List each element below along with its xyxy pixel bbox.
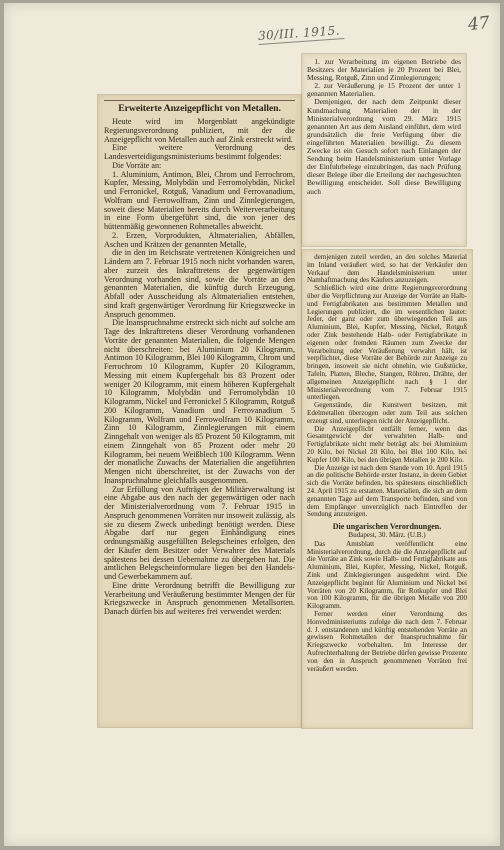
article-paragraph: demjenigen zuteil werden, an den solches Material im Inland veräußert wird, so hat der Verkäufer den Verkauf dem Handelsministerium unter Namhaftmachung des Käufers anzuzeigen. bbox=[307, 253, 467, 285]
article-paragraph: Die Inanspruchnahme erstreckt sich nicht auf solche am Tage des Inkrafttretens dieser Verordnung vorhandenen Vorräte der genannten Materialien, die folgende Mengen nicht überschreiten: bei Aluminium 20 Kilogramm, Antimon 10 Kilogramm, Blei 100 Kilogramm, Chrom und Ferrochrom 10 Kilogramm, Kupfer 20 Kilogramm, Messing mit einem Kupfergehalt bis 83 Prozent oder weniger 20 Kilogramm, mit einem höheren Kupfergehalt 10 Kilogramm, Molybdän und Ferromolybdän 10 Kilogramm, Nickel und Ferronickel 5 Kilogramm, Rotguß 200 Kilogramm, Vanadium und Ferrovanadium 5 Kilogramm, Wolfram und Ferrowolfram 10 Kilogramm, Zinn 10 Kilogramm, Zinnlegierungen mit einem Zinngehalt von weniger als 85 Prozent 50 Kilogramm, mit einem Zinngehalt von 85 Prozent oder mehr 20 Kilogramm, bei neuem Weißblech 100 Kilogramm. Wenn der monatliche Zuwachs der Materialien die angeführten Mengen nicht überschreitet, ist der Zuwachs von der Inanspruchnahme gleichfalls ausgenommen. bbox=[104, 318, 295, 485]
handwritten-date: 30/III. 1915. bbox=[258, 23, 345, 45]
article-paragraph: 2. Erzen, Vorprodukten, Altmaterialien, Abfällen, Aschen und Krätzen der genannten Metalle, bbox=[104, 230, 295, 249]
article-paragraph: Demjenigen, der nach dem Zeitpunkt dieser Kundmachung Materialien der in der Ministerialverordnung vom 29. März 1915 genannten Art aus dem Ausland einführt, dem wird grundsätzlich die freie Verfügung über die eingeführten Materialien bewilligt. Zu diesem Zwecke ist ein Gesuch sofort nach Einlangen der Sendung beim Handelsministerium unter Vorlage der Einfuhrbelege einzubringen, das nach Prüfung dieser Belege über die Erteilung der nachgesuchten Bewilligung entscheidet. Soll diese Bewilligung auch bbox=[307, 97, 461, 196]
article-paragraph: Zur Erfüllung von Aufträgen der Militärverwaltung ist eine Abgabe aus den nach der gegenwärtigen oder nach der Ministerialverordnung vom 7. Februar 1915 in Anspruch genommenen Vorräten nur insoweit zulässig, als sie zu diesem Zweck unbedingt benötigt werden. Diese Abgabe darf nur gegen Einhändigung eines ordnungsmäßig ausgefüllten Belegscheines erfolgen, den der Käufer dem Besitzer oder Verwahrer des Materials spätestens bei dessen Uebernahme zu übergeben hat. Die amtlichen Belegscheinformulare liegen bei den Handels- und Gewerbekammern auf. bbox=[104, 484, 295, 581]
article-paragraph: Die Anzeigepflicht entfällt ferner, wenn das Gesamtgewicht der verwahrten Halb- und Fertigfabrikate nicht mehr beträgt als: bei Aluminium 20 Kilo, bei Nickel 20 Kilo, bei Blei 100 Kilo, bei Kupfer 100 Kilo, bei den übrigen Metallen je 200 Kilo. bbox=[307, 424, 467, 464]
article-paragraph: 2. zur Veräußerung je 15 Prozent der unter 1 genannten Materialien. bbox=[307, 81, 461, 99]
article-paragraph: Eine weitere Verordnung des Landesverteidigungsministeriums bestimmt folgendes: bbox=[104, 143, 295, 161]
article-paragraph: Die Anzeige ist nach dem Stande vom 10. April 1915 an die politische Behörde erster Instanz, in deren Gebiet sich die Vorräte befinden, bis spätestens einschließlich 24. April 1915 zu erstatten. Materialien, die sich an dem genannten Tage auf dem Transporte befinden, sind von dem Empfänger unverzüglich nach Eintreffen der Sendung anzuzeigen. bbox=[307, 463, 467, 519]
article-paragraph: Das Amtsblatt veröffentlicht eine Ministerialverordnung, durch die die Anzeigepflicht auf die Vorräte an Zink sowie Halb- und Fertigfabrikate aus Aluminium, Blei, Kupfer, Messing, Nickel, Rotguß, Zink und Zinklegierungen ausgedehnt wird. Die Anzeigepflicht beginnt für Aluminium und Nickel bei Vorräten von 20 Kilogramm, für Rotkupfer und Blei von 100 Kilogramm, für die übrigen Metalle von 200 Kilogramm. bbox=[307, 539, 467, 611]
article-paragraph: 1. Aluminium, Antimon, Blei, Chrom und Ferrochrom, Kupfer, Messing, Molybdän und Ferromolybdän, Nickel und Ferronickel, Rotguß, Vanadium und Ferrovanadium, Wolfram und Ferrowolfram, Zinn und Zinnlegierungen, soweit diese Materialien bereits durch Weiterverarbeitung in eine Form übergeführt sind, die von jener des hüttenmäßig gewonnenen Rohmetalles abweicht. bbox=[104, 169, 295, 231]
left-newspaper-clipping bbox=[98, 95, 301, 727]
article-paragraph: Eine dritte Verordnung betrifft die Bewilligung zur Verarbeitung und Veräußerung bestimmter Mengen der für Kriegszwecke in Anspruch genommenen Metallsorten. Danach dürfen bis auf weiteres frei verwendet werden: bbox=[104, 580, 295, 616]
article-paragraph: 1. zur Verarbeitung im eigenen Betriebe des Besitzers der Materialien je 20 Prozent bei Blei, Messing, Rotguß, Zinn und Zinnlegierungen; bbox=[307, 57, 461, 83]
article-paragraph: Heute wird im Morgenblatt angekündigte Regierungsverordnung publiziert, mit der die Anzeigepflicht von Metallen auch auf Zink erstreckt wird. bbox=[104, 117, 295, 144]
article-paragraph: Die Vorräte an: bbox=[112, 160, 162, 170]
right-bottom-newspaper-clipping bbox=[302, 250, 472, 728]
article-title: Erweiterte Anzeigepflicht von Metallen. bbox=[104, 100, 295, 115]
section-heading: Die ungarischen Verordnungen. bbox=[332, 522, 442, 532]
article-paragraph: Gegenstände, die Kunstwert besitzen, mit Edelmetallen überzogen oder zum Teil aus solchen erzeugt sind, unterliegen nicht der Anzeigepflicht. bbox=[307, 401, 467, 425]
article-paragraph: die in den im Reichsrate vertretenen Königreichen und Ländern am 7. Februar 1915 noch nicht vorhanden waren, aber zurzeit des Inkrafttretens der gegenwärtigen Verordnung vorhanden sind, sowie die Vorräte an den genannten Materialien, die künftig durch Erzeugung, Abfall oder Ausscheidung als Altmaterialien entstehen, sind kraft gegenwärtiger Verordnung für Kriegszwecke in Anspruch genommen. bbox=[104, 248, 295, 319]
article-paragraph: Schließlich wird eine dritte Regierungsverordnung über die Verpflichtung zur Anzeige der Vorräte an Halb- und Fertigfabrikaten aus bestimmten Metallen und Legierungen publiziert, die im wesentlichen lautet: Jeder, der ganz oder zum überwiegenden Teil aus Aluminium, Blei, Kupfer, Messing, Nickel, Rotguß oder Zink bestehende Halb- oder Fertigfabrikate in eigenen oder fremden Räumen zum Zwecke der Verarbeitung oder Veräußerung verwahrt hält, ist verpflichtet, diese Vorräte der Behörde zur Anzeige zu bringen, insoweit sie nicht ohnehin, wie Gußstücke, Tafeln, Platten, Bleche, Stangen, Röhren, Drähte, der allgemeinen Anzeigepflicht nach § 1 der Ministerialverordnung vom 7. Februar 1915 unterliegen. bbox=[307, 284, 467, 402]
dateline: Budapest, 30. März. (U.B.) bbox=[348, 531, 426, 540]
article-paragraph: Ferner werden einer Verordnung des Honvedministeriums zufolge die nach dem 7. Februar d. J. entstandenen und künftig entstehenden Vorräte an gewissen Rohmetallen der Inanspruchnahme für Kriegszwecke vorbehalten. Im Interesse der Aufrechterhaltung der Betriebe dürfen gewisse Prozente von den in Anspruch genommenen Vorräten frei veräußert werden. bbox=[307, 610, 467, 673]
right-top-newspaper-clipping bbox=[302, 54, 466, 246]
handwritten-page-number: 47 bbox=[467, 12, 491, 36]
